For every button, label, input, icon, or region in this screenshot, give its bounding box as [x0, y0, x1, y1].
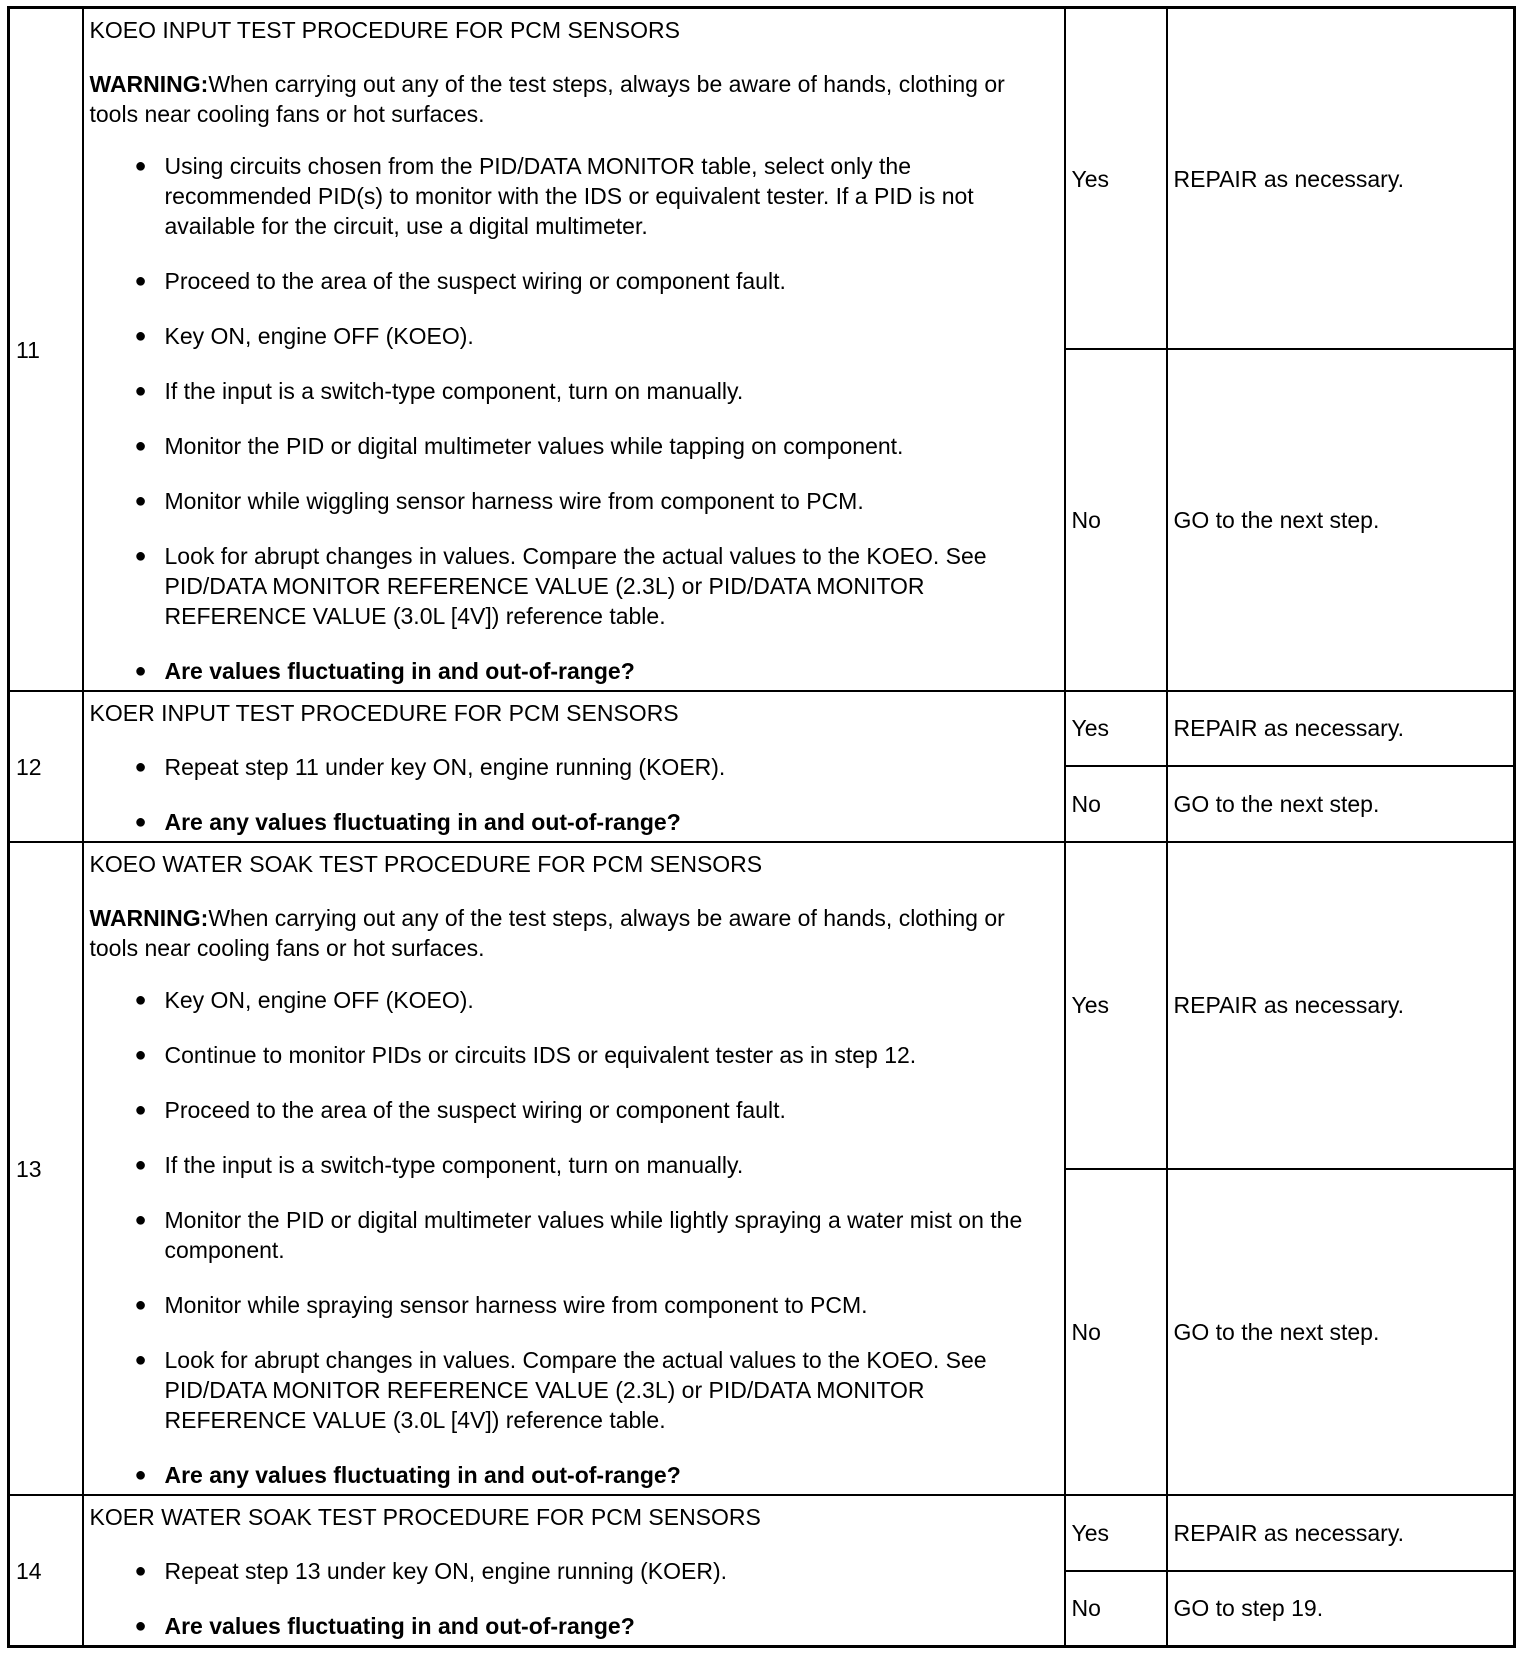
test-step-table [7, 6, 1516, 1648]
action-yes: REPAIR as necessary. [1167, 691, 1515, 766]
action-yes: REPAIR as necessary. [1167, 1495, 1515, 1571]
step-question: ● Are any values fluctuating in and out-of-range? [135, 1460, 1042, 1490]
bullet-item: ● Key ON, engine OFF (KOEO). [135, 985, 1042, 1015]
step-heading: KOEO INPUT TEST PROCEDURE FOR PCM SENSORS [89, 17, 680, 43]
step-number: 14 [9, 1495, 83, 1647]
bullet-item: ● Key ON, engine OFF (KOEO). [135, 321, 1042, 351]
step-question: ● Are values fluctuating in and out-of-range? [135, 656, 1042, 686]
bullet-item: ● Repeat step 13 under key ON, engine running (KOER). [135, 1556, 1042, 1586]
bullet-item: ● Look for abrupt changes in values. Compare the actual values to the KOEO. See PID/DATA MONITOR REFERENCE VALUE (2.3L) or PID/DATA MONITOR REFERENCE VALUE (3.0L [4V]) reference table. [135, 1345, 1042, 1435]
action-yes: REPAIR as necessary. [1167, 8, 1515, 350]
warning-text: When carrying out any of the test steps, always be aware of hands, clothing or tools near cooling fans or hot surfaces. [89, 905, 1005, 961]
answer-yes: Yes [1065, 1495, 1167, 1571]
bullet-item: ● Look for abrupt changes in values. Compare the actual values to the KOEO. See PID/DATA MONITOR REFERENCE VALUE (2.3L) or PID/DATA MONITOR REFERENCE VALUE (3.0L [4V]) reference table. [135, 541, 1042, 631]
step-description [83, 1495, 1065, 1647]
action-no: GO to the next step. [1167, 1169, 1515, 1496]
step-question: ● Are any values fluctuating in and out-of-range? [135, 807, 1042, 837]
step-bullet-list [90, 1556, 1042, 1641]
step-heading: KOER WATER SOAK TEST PROCEDURE FOR PCM SENSORS [89, 1504, 761, 1530]
warning-label: WARNING: [89, 71, 209, 97]
step-number: 12 [9, 691, 83, 842]
step-heading: KOEO WATER SOAK TEST PROCEDURE FOR PCM SENSORS [89, 851, 763, 877]
bullet-item: ● Repeat step 11 under key ON, engine running (KOER). [135, 752, 1042, 782]
action-no: GO to step 19. [1167, 1571, 1515, 1647]
step-bullet-list [90, 752, 1042, 837]
step-row-13-yes [9, 842, 1515, 1169]
step-description [83, 8, 1065, 692]
bullet-item: ● If the input is a switch-type component, turn on manually. [135, 1150, 1042, 1180]
warning-label: WARNING: [89, 905, 209, 931]
answer-yes: Yes [1065, 842, 1167, 1169]
bullet-item: ● Proceed to the area of the suspect wiring or component fault. [135, 1095, 1042, 1125]
bullet-item: ● Monitor the PID or digital multimeter values while tapping on component. [135, 431, 1042, 461]
bullet-item: ● If the input is a switch-type component, turn on manually. [135, 376, 1042, 406]
answer-yes: Yes [1065, 8, 1167, 350]
answer-no: No [1065, 1571, 1167, 1647]
step-number: 13 [9, 842, 83, 1495]
bullet-item: ● Using circuits chosen from the PID/DATA MONITOR table, select only the recommended PID(s) to monitor with the IDS or equivalent tester. If a PID is not available for the circuit, use a digital multimeter. [135, 151, 1042, 241]
step-row-14-yes [9, 1495, 1515, 1571]
bullet-item: ● Monitor while spraying sensor harness wire from component to PCM. [135, 1290, 1042, 1320]
bullet-item: ● Monitor while wiggling sensor harness wire from component to PCM. [135, 486, 1042, 516]
step-question: ● Are values fluctuating in and out-of-range? [135, 1611, 1042, 1641]
step-bullet-list [90, 985, 1042, 1490]
answer-no: No [1065, 349, 1167, 691]
step-heading: KOER INPUT TEST PROCEDURE FOR PCM SENSORS [89, 700, 679, 726]
warning-note [90, 69, 1042, 129]
warning-note [90, 903, 1042, 963]
answer-no: No [1065, 766, 1167, 842]
bullet-item: ● Continue to monitor PIDs or circuits IDS or equivalent tester as in step 12. [135, 1040, 1042, 1070]
step-row-12-yes [9, 691, 1515, 766]
step-description [83, 842, 1065, 1495]
action-no: GO to the next step. [1167, 766, 1515, 842]
step-description [83, 691, 1065, 842]
action-no: GO to the next step. [1167, 349, 1515, 691]
warning-text: When carrying out any of the test steps, always be aware of hands, clothing or tools near cooling fans or hot surfaces. [89, 71, 1005, 127]
answer-no: No [1065, 1169, 1167, 1496]
answer-yes: Yes [1065, 691, 1167, 766]
action-yes: REPAIR as necessary. [1167, 842, 1515, 1169]
step-bullet-list [90, 151, 1042, 686]
step-row-11-yes [9, 8, 1515, 350]
bullet-item: ● Proceed to the area of the suspect wiring or component fault. [135, 266, 1042, 296]
step-number: 11 [9, 8, 83, 692]
bullet-item: ● Monitor the PID or digital multimeter values while lightly spraying a water mist on the component. [135, 1205, 1042, 1265]
